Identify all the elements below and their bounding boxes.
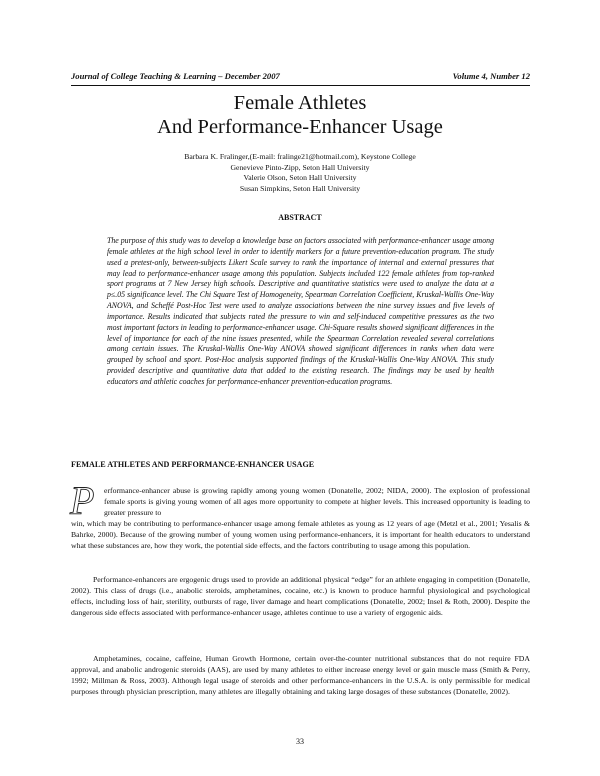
author-2: Genevieve Pinto-Zipp, Seton Hall University — [230, 162, 370, 172]
paragraph-2: Performance-enhancers are ergogenic drugs used to provide an additional physical “edge” for an athlete engaging in competition (Donatelle, 2002). This class of drugs (i.e., anabolic steroids, amphetamines, cocaine, etc.) is known to produce harmful physiological and psychological effects, including loss of hair, sterility, outbursts of rage, liver damage and heart complications (Donatelle, 2002; Insel & Roth, 2000). Despite the dangerous side effects associated with performance-enhancer usage, athletes continue to use a variety of ergogenic aids. — [71, 575, 530, 617]
abstract-text: The purpose of this study was to develop a knowledge base on factors associated with performance-enhancer usage among female athletes at the high school level in order to identify markers for a future prevention-education program. The study used a pretest-only, between-subjects Likert Scale survey to rank the importance of internal and external pressures that may lead to performance-enhancer usage among this population. Subjects included 122 female athletes from top-ranked sport programs at 7 New Jersey high schools. Descriptive and quantitative statistics were used to analyze the data at a p≤.05 significance level. The Chi Square Test of Homogeneity, Spearman Correlation Coefficient, Kruskal-Wallis One-Way ANOVA, and Scheffé Post-Hoc Test were used to analyze associations between the nine survey issues and five levels of importance. Results indicated that subjects rated the pressure to win and self-induced competitive pressures as the two most important factors in leading to performance-enhancer usage. Chi-Square results showed significant differences in the level of importance for each of the nine issues presented, while the Spearman Correlation revealed several correlations among certain issues. The Kruskal-Wallis One-Way ANOVA showed significant differences in ranks when data were grouped by school and sport. Post-Hoc analysis supported findings of the Kruskal-Wallis One-Way ANOVA. This study provided descriptive and quantitative data that added to the existing research. The findings may be used by health educators and athletic coaches for performance-enhancer prevention-education programs. — [107, 236, 494, 386]
running-header — [71, 71, 530, 85]
paragraph-1-rest: win, which may be contributing to performance-enhancer usage among female athletes as young as 12 years of age (Metzl et al., 2001; Yesalis & Bahrke, 2000). Because of the growing number of young women using performance-enhancers, it is important for health educators to understand what these substances are, how they work, the potential side effects, and the factors contributing to usage among this population. — [71, 518, 530, 550]
volume-number: Volume 4, Number 12 — [452, 71, 530, 81]
author-list — [0, 152, 600, 194]
section-heading: FEMALE ATHLETES AND PERFORMANCE-ENHANCER USAGE — [71, 460, 315, 469]
author-4: Susan Simpkins, Seton Hall University — [239, 183, 361, 193]
journal-name: Journal of College Teaching & Learning – December 2007 — [71, 71, 280, 81]
header-rule — [71, 85, 530, 86]
abstract-heading: ABSTRACT — [278, 213, 322, 222]
drop-cap: P — [70, 478, 95, 523]
title-line-1: Female Athletes — [233, 92, 367, 114]
author-1: Barbara K. Fralinger,(E-mail: fralinge21@hotmail.com), Keystone College — [184, 152, 416, 161]
author-3: Valerie Olson, Seton Hall University — [243, 173, 357, 182]
paragraph-3: Amphetamines, cocaine, caffeine, Human Growth Hormone, certain over-the-counter nutritional substances that do not require FDA approval, and anabolic androgenic steroids (AAS), are used by many athletes to either increase energy level or gain muscle mass (Smith & Perry, 1992; Millman & Ross, 2003). Although legal usage of steroids and other performance-enhancers in the U.S.A. is only permissible for medical purposes through physician prescription, many athletes are illegally obtaining and taking large dosages of these substances (Donatelle, 2002). — [71, 654, 530, 696]
title-line-2: And Performance-Enhancer Usage — [157, 116, 443, 138]
paragraph-1-start: erformance-enhancer abuse is growing rapidly among young women (Donatelle, 2002; NIDA, 2000). The explosion of professional female sports is giving young women of all ages more opportunity to compete at higher levels. This increased opportunity is leading to greater pressure to — [104, 486, 530, 517]
paper-title — [0, 91, 600, 139]
paragraph-1 — [71, 486, 530, 551]
page-number: 33 — [296, 737, 304, 746]
